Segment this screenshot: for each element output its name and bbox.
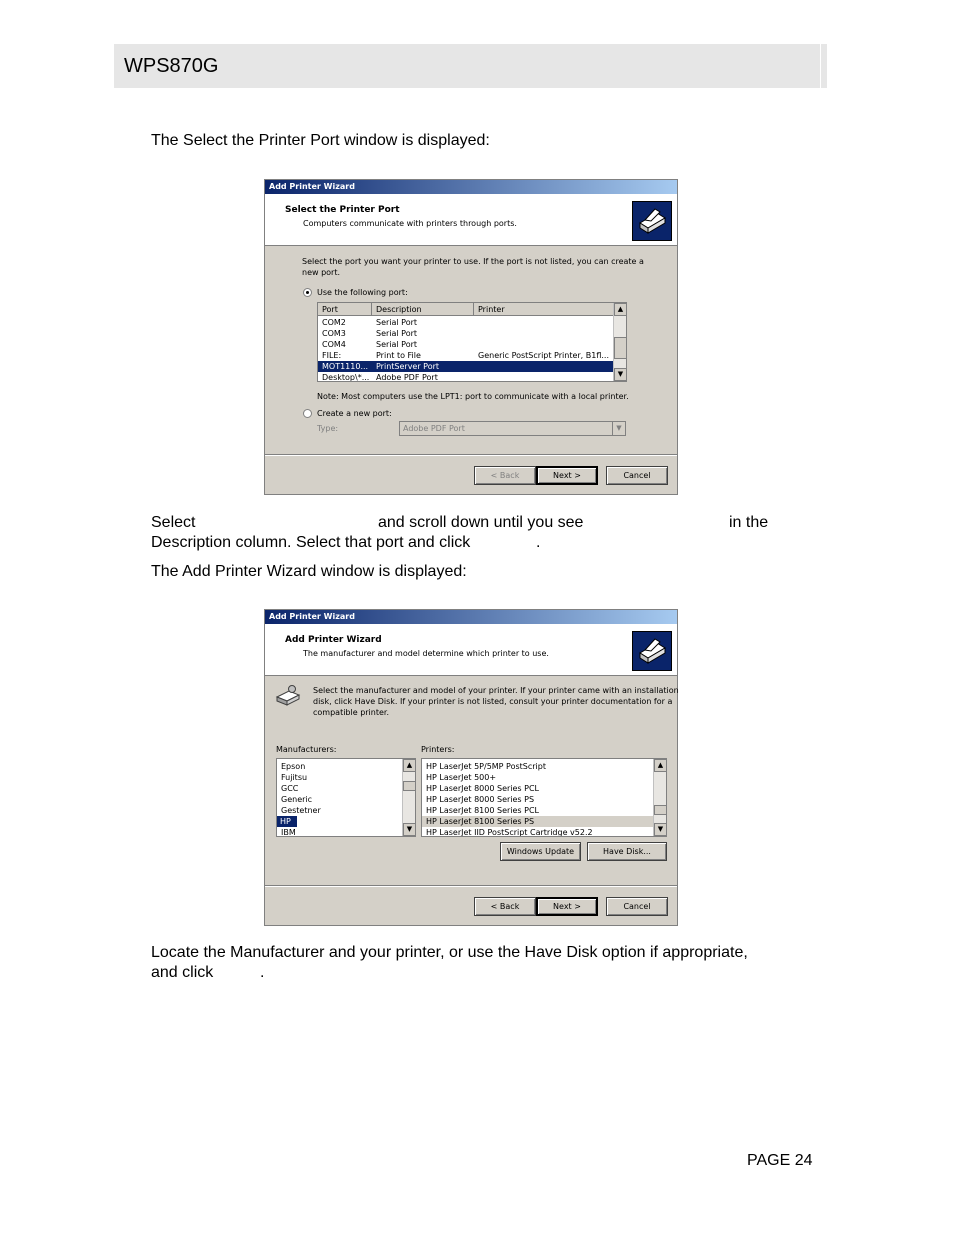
instruction-line2: new port. [302,268,341,277]
instruction-line2: disk, click Have Disk. If your printer is not listed, consult your printer documentation for a [313,697,673,706]
list-item[interactable] [277,783,403,794]
port-row[interactable] [318,350,614,361]
dialog-header [265,624,677,676]
list-item-label: Epson [281,762,306,771]
printer-install-icon [275,684,301,708]
list-item[interactable] [277,827,403,837]
port-cell: Desktop\*... [322,373,370,382]
port-note: Note: Most computers use the LPT1: port to communicate with a local printer. [317,392,629,401]
dialog-separator [265,454,677,456]
printer-wizard-icon [632,631,672,671]
list-item-label: GCC [281,784,299,793]
scroll-thumb[interactable] [654,805,667,815]
manufacturers-scrollbar[interactable] [402,759,415,836]
printers-label: Printers: [421,745,455,754]
use-following-port-label: Use the following port: [317,288,408,297]
port-row[interactable] [318,328,614,339]
back-button[interactable]: < Back [474,466,536,485]
printers-list[interactable] [421,758,667,837]
step-line1-middle: and scroll down until you see [378,514,584,531]
scroll-up-icon[interactable]: ▲ [403,759,416,772]
scroll-down-icon[interactable]: ▼ [654,823,667,836]
port-cell: COM4 [322,340,346,349]
list-item-selected[interactable] [277,816,297,827]
port-list-scrollbar[interactable] [613,303,626,381]
use-following-port-radio[interactable] [303,288,312,297]
description-cell: Print to File [376,351,421,360]
list-item[interactable] [277,805,403,816]
list-item-label: Gestetner [281,806,321,815]
list-item-label: HP LaserJet 5P/5MP PostScript [426,762,546,771]
next-button[interactable]: Next > [536,897,598,916]
port-cell: MOT1110... [322,362,369,371]
port-type-value: Adobe PDF Port [403,424,465,433]
closing-line1: Locate the Manufacturer and your printer, or use the Have Disk option if appropriate, [151,944,748,961]
list-item[interactable] [422,772,654,783]
scroll-thumb[interactable] [614,337,627,359]
cancel-button[interactable]: Cancel [606,466,668,485]
step-line1-start: Select [151,514,196,531]
scroll-down-icon[interactable]: ▼ [403,823,416,836]
create-new-port-radio[interactable] [303,409,312,418]
port-row[interactable] [318,339,614,350]
scroll-up-icon[interactable]: ▲ [614,303,627,316]
scroll-down-icon[interactable]: ▼ [614,368,627,381]
column-port[interactable]: Port [318,303,372,316]
list-item-label: HP LaserJet 8100 Series PCL [426,806,539,815]
port-row-selected[interactable] [318,361,614,372]
list-item-highlighted[interactable] [422,816,654,827]
instruction-line1: Select the port you want your printer to use. If the port is not listed, you can create a [302,257,644,266]
port-cell: COM2 [322,318,346,327]
dialog-subheading: The manufacturer and model determine which printer to use. [303,649,549,658]
document-title: WPS870G [124,55,219,77]
step-line2-start: Description column. Select that port and click [151,534,471,551]
port-list-header [318,303,614,316]
list-item[interactable] [277,772,403,783]
add-printer-wizard-dialog [264,609,678,926]
type-label: Type: [317,424,339,433]
step-line2-end: . [536,534,541,551]
intro-paragraph: The Select the Printer Port window is displayed: [151,132,490,149]
list-item-label: HP LaserJet 8000 Series PCL [426,784,539,793]
port-row[interactable] [318,372,614,382]
intro-paragraph-2: The Add Printer Wizard window is displayed: [151,563,467,580]
list-item-label: HP LaserJet 500+ [426,773,497,782]
back-button[interactable]: < Back [474,897,536,916]
manufacturers-label: Manufacturers: [276,745,337,754]
dialog-separator [265,885,677,887]
dialog-subheading: Computers communicate with printers through ports. [303,219,517,228]
port-cell: FILE: [322,351,342,360]
dialog-heading: Add Printer Wizard [285,635,382,645]
description-cell: Adobe PDF Port [376,373,438,382]
closing-line2-start: and click [151,964,214,981]
step-line1-end: in the [729,514,769,531]
list-item-label: HP LaserJet IID PostScript Cartridge v52.2 [426,828,593,837]
header-band [114,44,827,88]
port-row[interactable] [318,317,614,328]
chevron-down-icon[interactable]: ▼ [612,422,625,435]
list-item-label: Generic [281,795,313,804]
list-item[interactable] [422,783,654,794]
scroll-up-icon[interactable]: ▲ [654,759,667,772]
port-type-select[interactable] [399,421,626,436]
scroll-thumb[interactable] [403,781,416,791]
create-new-port-label: Create a new port: [317,409,392,418]
list-item-label: HP LaserJet 8100 Series PS [426,817,535,826]
dialog-header [265,194,677,246]
header-divider [820,44,821,88]
closing-line2-end: . [260,964,265,981]
list-item[interactable] [277,761,403,772]
port-list[interactable] [317,302,627,382]
list-item[interactable] [422,805,654,816]
windows-update-button[interactable]: Windows Update [500,842,581,861]
list-item[interactable] [422,827,654,837]
description-cell: PrintServer Port [376,362,440,371]
dialog-heading: Select the Printer Port [285,205,400,215]
column-printer[interactable]: Printer [474,303,614,316]
instruction-line3: compatible printer. [313,708,390,717]
instruction-line1: Select the manufacturer and model of your printer. If your printer came with an installation [313,686,679,695]
description-cell: Serial Port [376,318,418,327]
printer-cell: Generic PostScript Printer, B1fl... [478,351,609,360]
list-item-label: Fujitsu [281,773,308,782]
list-item-label: HP LaserJet 8000 Series PS [426,795,535,804]
list-item[interactable] [422,761,654,772]
description-cell: Serial Port [376,329,418,338]
printer-wizard-icon [632,201,672,241]
list-item-label: HP [280,817,291,826]
dialog-titlebar: Add Printer Wizard [265,180,677,194]
select-printer-port-dialog [264,179,678,495]
manufacturers-list[interactable] [276,758,416,837]
column-description[interactable]: Description [372,303,474,316]
port-cell: COM3 [322,329,346,338]
cancel-button[interactable]: Cancel [606,897,668,916]
list-item[interactable] [422,794,654,805]
next-button[interactable]: Next > [536,466,598,485]
list-item-label: IBM [281,828,296,837]
have-disk-button[interactable]: Have Disk... [587,842,667,861]
list-item[interactable] [277,794,403,805]
description-cell: Serial Port [376,340,418,349]
page-number: PAGE 24 [747,1152,813,1169]
dialog-titlebar: Add Printer Wizard [265,610,677,624]
printers-scrollbar[interactable] [653,759,666,836]
